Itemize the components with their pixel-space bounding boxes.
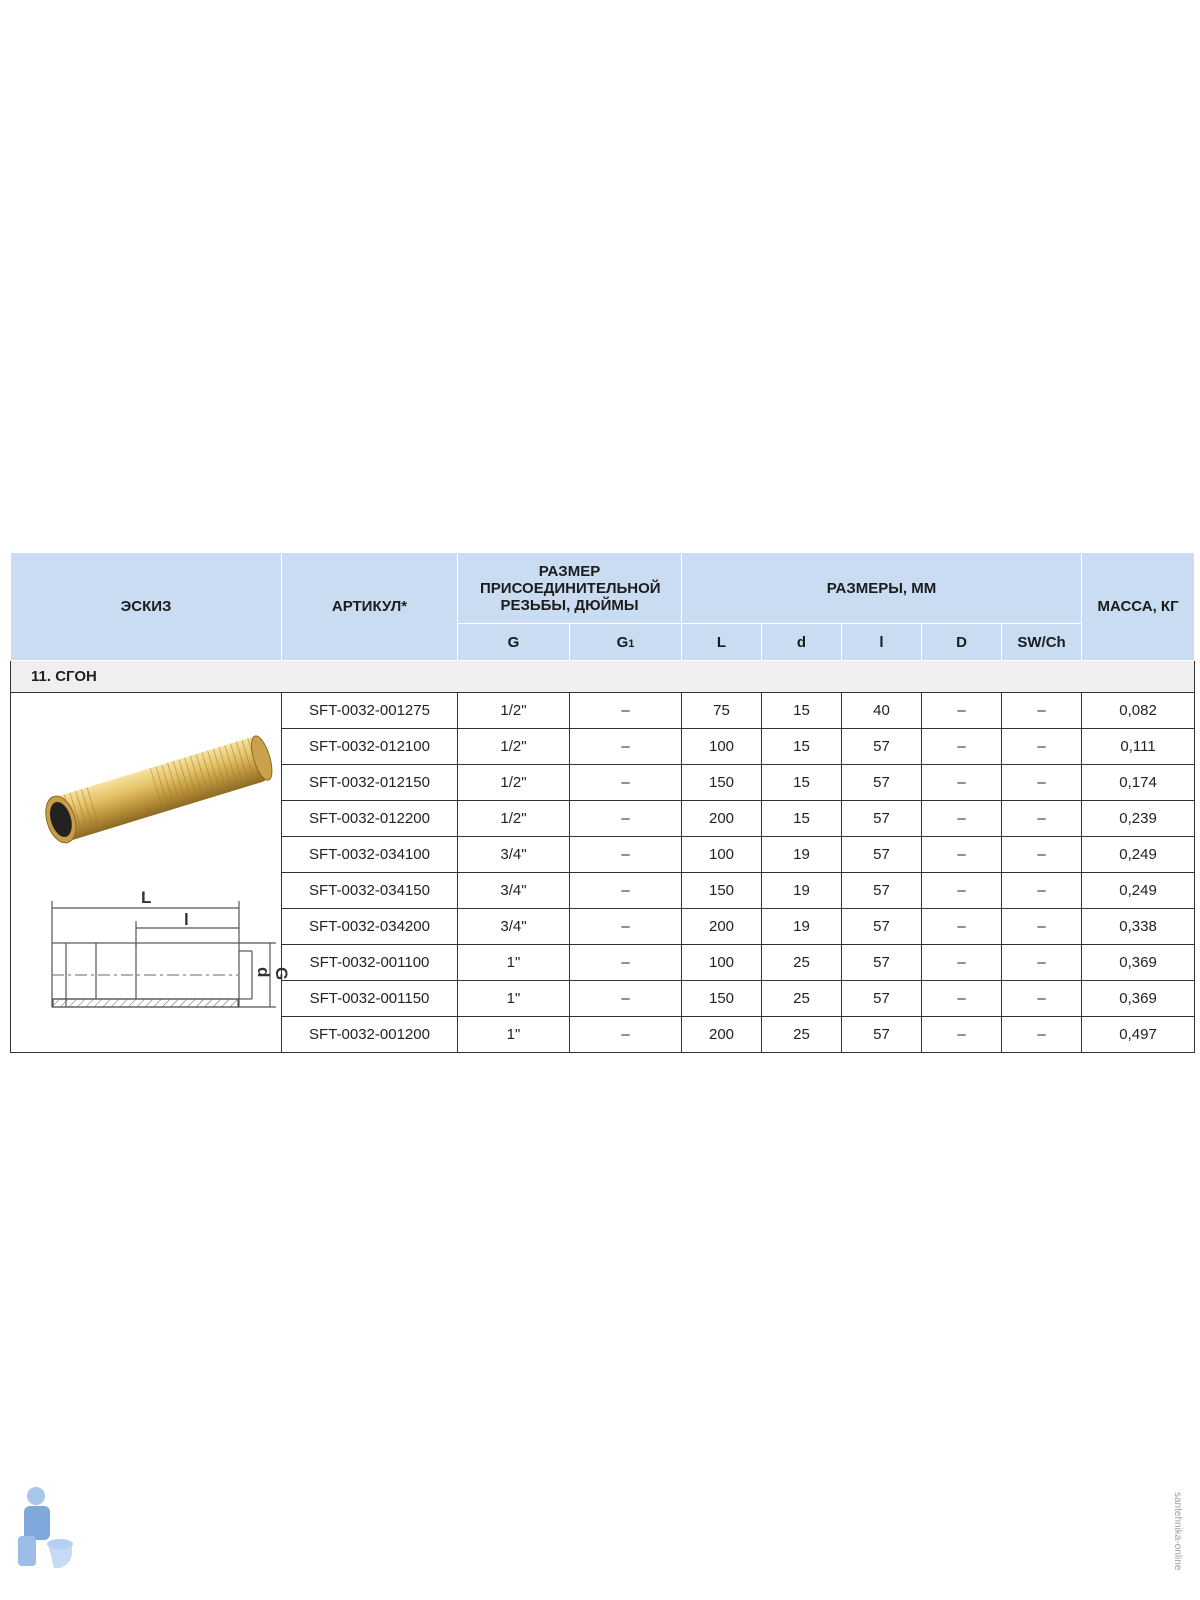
watermark-text: santehnika-online <box>1172 1492 1183 1571</box>
cell-mass: 0,249 <box>1082 873 1195 909</box>
cell-g: 1/2" <box>458 729 570 765</box>
cell-g: 1/2" <box>458 693 570 729</box>
cell-article: SFT-0032-034100 <box>282 837 458 873</box>
cell-mass: 0,174 <box>1082 765 1195 801</box>
cell-D: – <box>922 873 1002 909</box>
cell-D: – <box>922 909 1002 945</box>
cell-g: 3/4" <box>458 873 570 909</box>
cell-mass: 0,249 <box>1082 837 1195 873</box>
cell-D: – <box>922 801 1002 837</box>
cell-article: SFT-0032-001275 <box>282 693 458 729</box>
cell-d: 25 <box>762 1017 842 1053</box>
cell-L: 100 <box>682 729 762 765</box>
cell-d: 15 <box>762 801 842 837</box>
cell-L: 150 <box>682 873 762 909</box>
cell-l: 57 <box>842 765 922 801</box>
cell-article: SFT-0032-001200 <box>282 1017 458 1053</box>
header-mass: МАССА, КГ <box>1082 553 1195 661</box>
cell-article: SFT-0032-012150 <box>282 765 458 801</box>
cell-D: – <box>922 1017 1002 1053</box>
cell-sw: – <box>1002 873 1082 909</box>
cell-mass: 0,239 <box>1082 801 1195 837</box>
watermark <box>1166 1490 1192 1580</box>
brass-nipple-photo <box>41 732 277 846</box>
cell-g1: – <box>570 981 682 1017</box>
cell-l: 40 <box>842 693 922 729</box>
cell-article: SFT-0032-001100 <box>282 945 458 981</box>
cell-sw: – <box>1002 1017 1082 1053</box>
cell-g: 1" <box>458 1017 570 1053</box>
cell-L: 75 <box>682 693 762 729</box>
cell-l: 57 <box>842 945 922 981</box>
cell-L: 150 <box>682 981 762 1017</box>
cell-L: 150 <box>682 765 762 801</box>
cell-mass: 0,497 <box>1082 1017 1195 1053</box>
header-g1-base: G <box>616 633 629 651</box>
header-article: АРТИКУЛ* <box>282 553 458 661</box>
cell-article: SFT-0032-001150 <box>282 981 458 1017</box>
cell-L: 200 <box>682 1017 762 1053</box>
sketch-drawing <box>16 703 291 1043</box>
label-L: L <box>141 887 152 907</box>
cell-sw: – <box>1002 909 1082 945</box>
label-d: d <box>254 966 273 977</box>
table-row <box>11 693 1195 729</box>
label-l: l <box>184 909 189 929</box>
cell-g: 3/4" <box>458 837 570 873</box>
cell-g1: – <box>570 1017 682 1053</box>
cell-d: 25 <box>762 981 842 1017</box>
cell-l: 57 <box>842 1017 922 1053</box>
cell-g1: – <box>570 693 682 729</box>
cell-l: 57 <box>842 729 922 765</box>
cell-l: 57 <box>842 873 922 909</box>
section-title: 11. СГОН <box>11 661 1195 693</box>
cell-sw: – <box>1002 729 1082 765</box>
cell-g: 1" <box>458 981 570 1017</box>
header-sketch: ЭСКИЗ <box>11 553 282 661</box>
cell-g1: – <box>570 909 682 945</box>
cell-sw: – <box>1002 981 1082 1017</box>
label-G: G <box>272 966 291 980</box>
cell-d: 15 <box>762 693 842 729</box>
cell-g1: – <box>570 729 682 765</box>
cell-article: SFT-0032-012200 <box>282 801 458 837</box>
cell-g: 1" <box>458 945 570 981</box>
cell-g: 1/2" <box>458 801 570 837</box>
cell-g1: – <box>570 765 682 801</box>
cell-article: SFT-0032-012100 <box>282 729 458 765</box>
cell-l: 57 <box>842 909 922 945</box>
cell-L: 100 <box>682 945 762 981</box>
cell-L: 200 <box>682 801 762 837</box>
header-thread: РАЗМЕР ПРИСОЕДИНИТЕЛЬНОЙ РЕЗЬБЫ, ДЮЙМЫ <box>458 553 682 624</box>
cell-D: – <box>922 945 1002 981</box>
header-dims: РАЗМЕРЫ, ММ <box>682 553 1082 624</box>
header-g1 <box>570 624 682 661</box>
cell-d: 19 <box>762 873 842 909</box>
cell-d: 19 <box>762 837 842 873</box>
cell-g1: – <box>570 801 682 837</box>
cell-L: 100 <box>682 837 762 873</box>
nipple-drawing <box>52 901 276 1007</box>
header-l: l <box>842 624 922 661</box>
cell-mass: 0,082 <box>1082 693 1195 729</box>
cell-g1: – <box>570 945 682 981</box>
cell-l: 57 <box>842 801 922 837</box>
cell-D: – <box>922 693 1002 729</box>
cell-article: SFT-0032-034200 <box>282 909 458 945</box>
cell-d: 15 <box>762 765 842 801</box>
header-d: d <box>762 624 842 661</box>
header-sw: SW/Ch <box>1002 624 1082 661</box>
cell-mass: 0,111 <box>1082 729 1195 765</box>
cell-L: 200 <box>682 909 762 945</box>
cell-D: – <box>922 837 1002 873</box>
cell-sw: – <box>1002 801 1082 837</box>
cell-l: 57 <box>842 981 922 1017</box>
section-row <box>11 661 1195 693</box>
cell-mass: 0,369 <box>1082 945 1195 981</box>
cell-sw: – <box>1002 837 1082 873</box>
header-L: L <box>682 624 762 661</box>
cell-g: 3/4" <box>458 909 570 945</box>
cell-sw: – <box>1002 945 1082 981</box>
cell-g: 1/2" <box>458 765 570 801</box>
sketch-cell <box>11 693 291 1053</box>
cell-sw: – <box>1002 693 1082 729</box>
header-D: D <box>922 624 1002 661</box>
cell-sw: – <box>1002 765 1082 801</box>
cell-l: 57 <box>842 837 922 873</box>
cell-d: 19 <box>762 909 842 945</box>
cell-d: 25 <box>762 945 842 981</box>
cell-mass: 0,338 <box>1082 909 1195 945</box>
cell-d: 15 <box>762 729 842 765</box>
cell-mass: 0,369 <box>1082 981 1195 1017</box>
cell-D: – <box>922 765 1002 801</box>
cell-article: SFT-0032-034150 <box>282 873 458 909</box>
cell-g1: – <box>570 873 682 909</box>
cell-g1: – <box>570 837 682 873</box>
header-g: G <box>458 624 570 661</box>
plumber-mascot-icon <box>8 1484 78 1570</box>
cell-D: – <box>922 981 1002 1017</box>
header-g1-sub: 1 <box>628 637 635 650</box>
spec-table <box>10 552 1195 1053</box>
cell-D: – <box>922 729 1002 765</box>
